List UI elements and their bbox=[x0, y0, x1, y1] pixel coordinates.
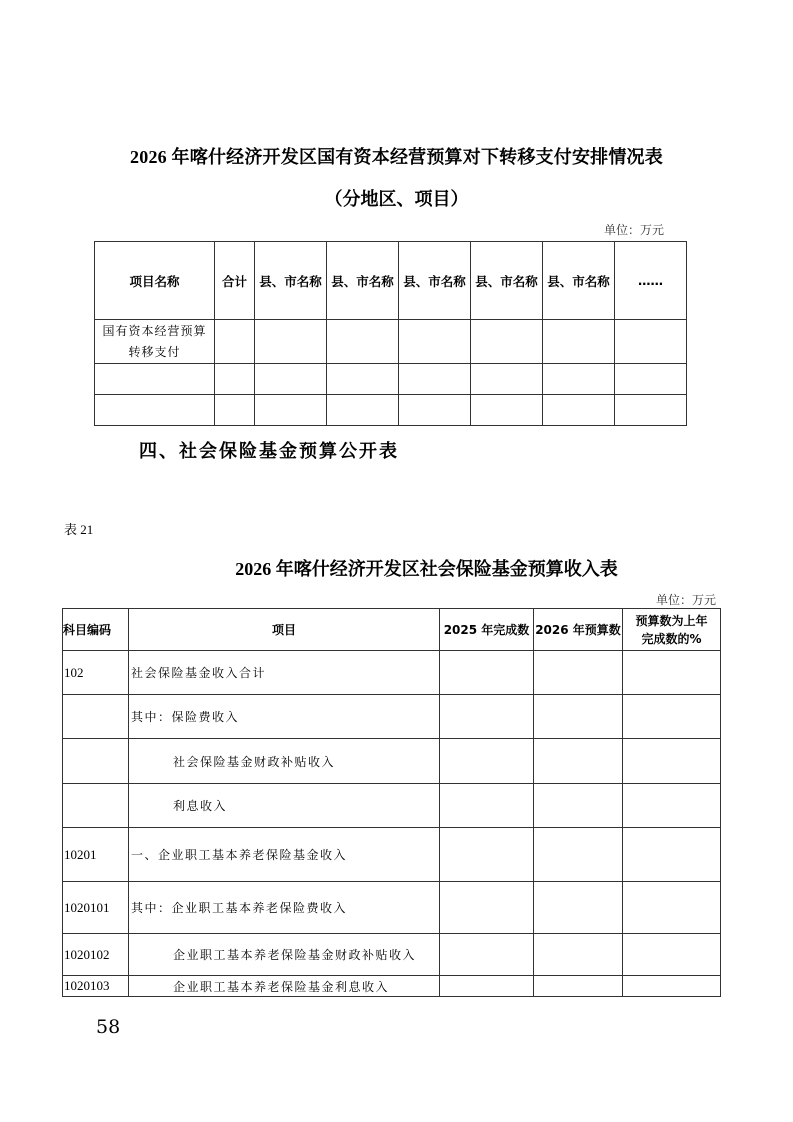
pct-cell bbox=[623, 828, 721, 882]
value-cell bbox=[399, 395, 471, 426]
value-cell bbox=[255, 364, 327, 395]
item-name-cell bbox=[95, 395, 215, 426]
item-cell: 社会保险基金收入合计 bbox=[129, 651, 440, 695]
value-cell bbox=[327, 364, 399, 395]
item-cell: 其中：企业职工基本养老保险费收入 bbox=[129, 882, 440, 934]
code-cell: 102 bbox=[63, 651, 129, 695]
value-cell bbox=[543, 320, 615, 364]
header-ellipsis: …… bbox=[615, 242, 687, 320]
code-cell: 1020103 bbox=[63, 976, 129, 997]
item-name-line1: 国有资本经营预算 bbox=[102, 323, 207, 338]
value-cell bbox=[615, 320, 687, 364]
budget-2026-cell bbox=[534, 651, 623, 695]
item-cell: 利息收入 bbox=[129, 784, 440, 828]
value-cell bbox=[327, 320, 399, 364]
code-cell: 1020101 bbox=[63, 882, 129, 934]
value-cell bbox=[471, 320, 543, 364]
value-cell bbox=[543, 395, 615, 426]
value-cell bbox=[399, 364, 471, 395]
code-cell: 10201 bbox=[63, 828, 129, 882]
table-header-row bbox=[95, 242, 687, 320]
budget-2026-cell bbox=[534, 784, 623, 828]
code-cell bbox=[63, 695, 129, 739]
code-cell bbox=[63, 784, 129, 828]
transfer-table-title: 2026 年喀什经济开发区国有资本经营预算对下转移支付安排情况表 bbox=[130, 147, 663, 167]
header-county-3: 县、市名称 bbox=[399, 242, 471, 320]
value-cell bbox=[615, 395, 687, 426]
table-header-row bbox=[63, 609, 721, 651]
header-pct-line1: 预算数为上年 bbox=[635, 613, 708, 628]
header-completed-2025: 2025 年完成数 bbox=[440, 609, 534, 651]
item-cell: 其中：保险费收入 bbox=[129, 695, 440, 739]
transfer-payment-table bbox=[94, 241, 687, 426]
header-budget-2026: 2026 年预算数 bbox=[534, 609, 623, 651]
pct-cell bbox=[623, 784, 721, 828]
header-total: 合计 bbox=[215, 242, 255, 320]
header-code: 科目编码 bbox=[63, 609, 129, 651]
value-cell bbox=[215, 320, 255, 364]
item-cell: 社会保险基金财政补贴收入 bbox=[129, 739, 440, 784]
pct-cell bbox=[623, 695, 721, 739]
header-pct-line2: 完成数的% bbox=[641, 631, 702, 646]
table-row bbox=[95, 395, 687, 426]
item-cell: 企业职工基本养老保险基金利息收入 bbox=[129, 976, 440, 997]
item-name-cell bbox=[95, 364, 215, 395]
value-cell bbox=[327, 395, 399, 426]
completed-2025-cell bbox=[440, 934, 534, 976]
value-cell bbox=[615, 364, 687, 395]
insurance-table-title: 2026 年喀什经济开发区社会保险基金预算收入表 bbox=[235, 559, 618, 579]
table-row bbox=[63, 828, 721, 882]
completed-2025-cell bbox=[440, 976, 534, 997]
table-row bbox=[63, 784, 721, 828]
item-cell: 企业职工基本养老保险基金财政补贴收入 bbox=[129, 934, 440, 976]
transfer-table-subtitle: （分地区、项目） bbox=[324, 189, 469, 209]
table-row bbox=[95, 364, 687, 395]
budget-2026-cell bbox=[534, 828, 623, 882]
code-cell bbox=[63, 739, 129, 784]
table-number: 表 21 bbox=[64, 522, 94, 537]
table-row bbox=[63, 882, 721, 934]
budget-2026-cell bbox=[534, 882, 623, 934]
completed-2025-cell bbox=[440, 828, 534, 882]
section-heading: 四、社会保险基金预算公开表 bbox=[139, 441, 399, 462]
budget-2026-cell bbox=[534, 934, 623, 976]
pct-cell bbox=[623, 651, 721, 695]
completed-2025-cell bbox=[440, 882, 534, 934]
header-county-1: 县、市名称 bbox=[255, 242, 327, 320]
item-name-line2: 转移支付 bbox=[128, 344, 181, 359]
budget-2026-cell bbox=[534, 976, 623, 997]
value-cell bbox=[471, 395, 543, 426]
value-cell bbox=[543, 364, 615, 395]
completed-2025-cell bbox=[440, 739, 534, 784]
table-row bbox=[63, 934, 721, 976]
value-cell bbox=[215, 364, 255, 395]
budget-2026-cell bbox=[534, 739, 623, 784]
completed-2025-cell bbox=[440, 651, 534, 695]
value-cell bbox=[255, 320, 327, 364]
table-row bbox=[63, 976, 721, 997]
table-row bbox=[63, 651, 721, 695]
item-cell: 一、企业职工基本养老保险基金收入 bbox=[129, 828, 440, 882]
pct-cell bbox=[623, 976, 721, 997]
header-item: 项目 bbox=[129, 609, 440, 651]
completed-2025-cell bbox=[440, 695, 534, 739]
header-county-4: 县、市名称 bbox=[471, 242, 543, 320]
insurance-income-table bbox=[62, 608, 721, 997]
pct-cell bbox=[623, 934, 721, 976]
value-cell bbox=[255, 395, 327, 426]
pct-cell bbox=[623, 739, 721, 784]
page-number: 58 bbox=[96, 1016, 121, 1038]
header-pct bbox=[623, 609, 721, 651]
header-county-5: 县、市名称 bbox=[543, 242, 615, 320]
transfer-table-unit: 单位：万元 bbox=[604, 223, 665, 237]
code-cell: 1020102 bbox=[63, 934, 129, 976]
pct-cell bbox=[623, 882, 721, 934]
value-cell bbox=[399, 320, 471, 364]
value-cell bbox=[471, 364, 543, 395]
table-row bbox=[63, 695, 721, 739]
completed-2025-cell bbox=[440, 784, 534, 828]
table-row bbox=[95, 320, 687, 364]
insurance-table-unit: 单位：万元 bbox=[656, 593, 717, 607]
table-row bbox=[63, 739, 721, 784]
budget-2026-cell bbox=[534, 695, 623, 739]
item-name-cell bbox=[95, 320, 215, 364]
header-county-2: 县、市名称 bbox=[327, 242, 399, 320]
value-cell bbox=[215, 395, 255, 426]
header-item-name: 项目名称 bbox=[95, 242, 215, 320]
